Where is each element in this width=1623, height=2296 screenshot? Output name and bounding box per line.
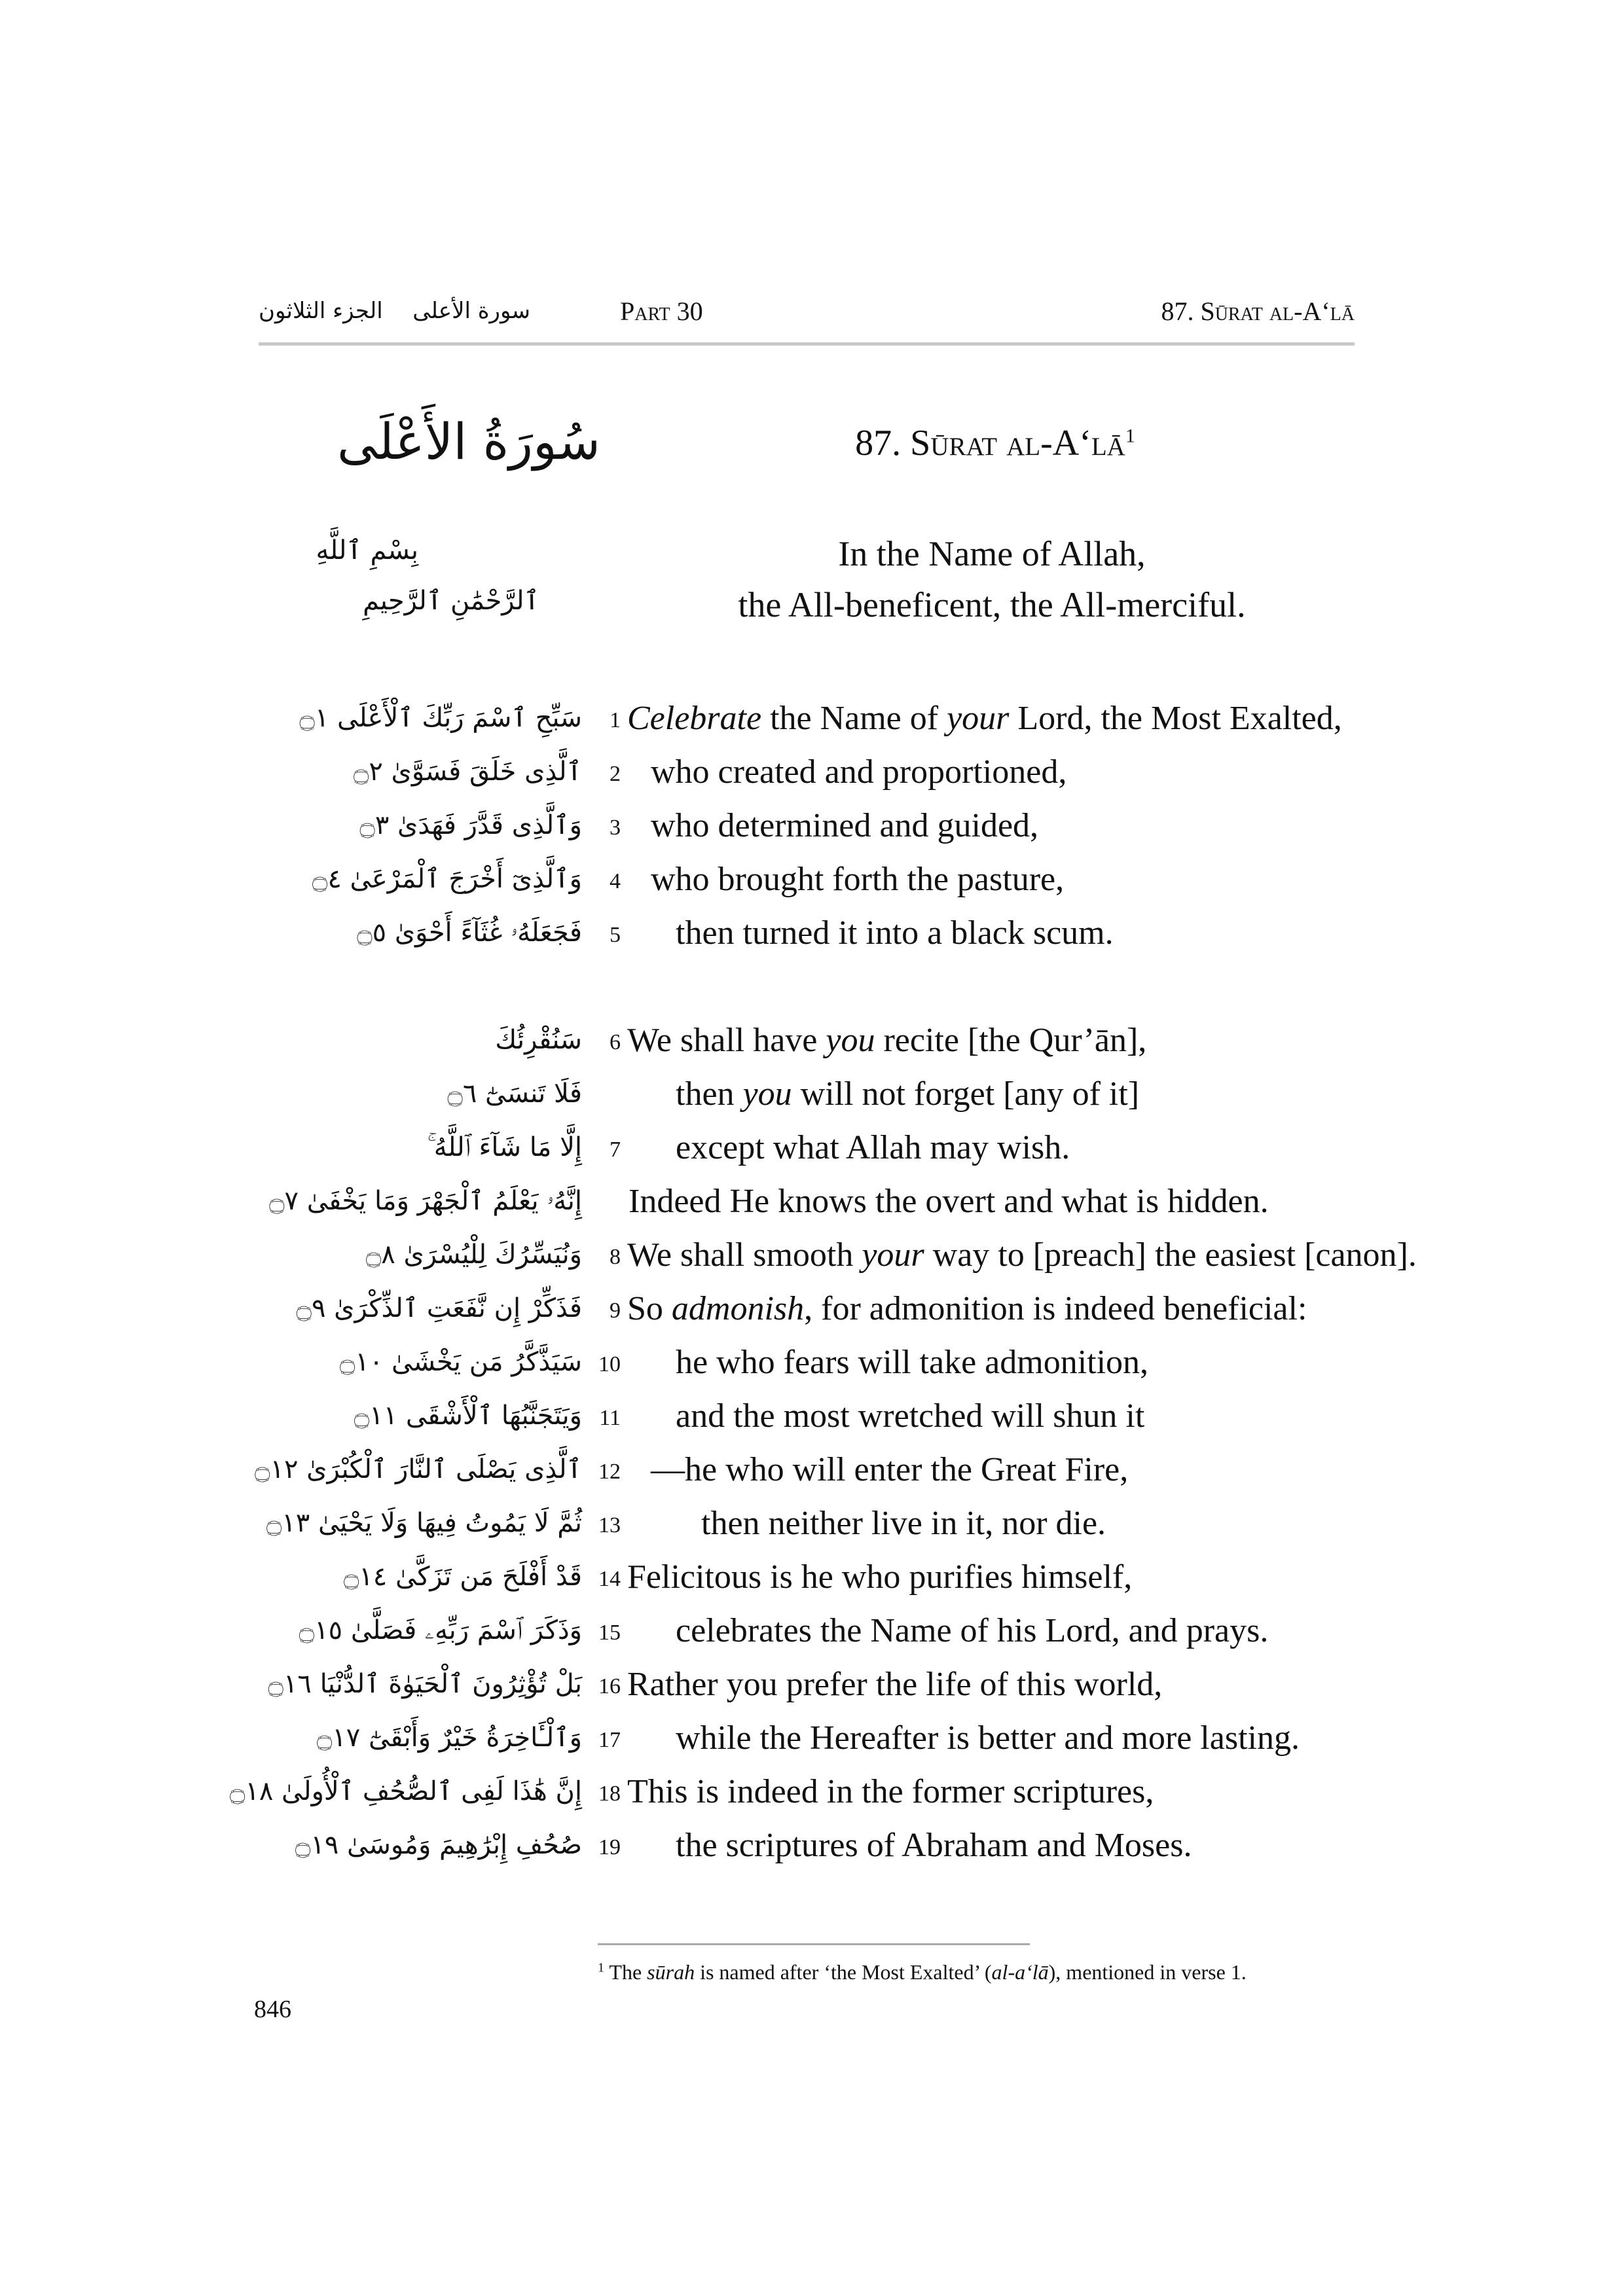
verse-row (0, 1075, 1623, 1127)
footnote-number: 1 (598, 1960, 604, 1975)
footnote-text: The (609, 1960, 647, 1984)
verse-text: you (826, 1022, 875, 1059)
verse-text: except what Allah may wish. (676, 1129, 1070, 1166)
verse-text: Rather you prefer the life of this world, (627, 1666, 1163, 1703)
verse-text: the scriptures of Abraham and Moses. (676, 1827, 1192, 1864)
verse-text: the Name of (761, 700, 947, 737)
verse-text: then turned it into a black scum. (676, 914, 1114, 952)
footnote-ref[interactable]: 1 (1125, 425, 1135, 447)
verse-text: admonish (671, 1290, 805, 1327)
verse-row (0, 1558, 1623, 1610)
verse-text: , for admonition is indeed beneficial: (804, 1290, 1307, 1327)
verse-row (0, 1397, 1623, 1449)
verse-row (0, 1182, 1623, 1234)
verse-english (651, 1450, 1128, 1489)
verse-text: and the most wretched will shun it (676, 1397, 1145, 1435)
verse-text: —he who will enter the Great Fire, (651, 1451, 1129, 1488)
verse-row (0, 753, 1623, 805)
verse-row (0, 860, 1623, 912)
verse-arabic: قَدْ أَفْلَحَ مَن تَزَكَّىٰ ۝١٤ (343, 1562, 582, 1592)
verse-arabic: وَٱلْـَٔاخِرَةُ خَيْرٌ وَأَبْقَىٰٓ ۝١٧ (316, 1723, 582, 1753)
verse-english (676, 1397, 1144, 1435)
header-surah: 87. Sūrat al-A‘lā (1161, 296, 1355, 326)
verse-text: Indeed He knows the overt and what is hidden. (629, 1183, 1269, 1220)
verse-text: your (862, 1236, 924, 1274)
verse-english (627, 1289, 1307, 1328)
verse-row (0, 1719, 1623, 1771)
verse-english (701, 1504, 1106, 1543)
verse-row (0, 1450, 1623, 1503)
verse-number: 10 (598, 1352, 621, 1376)
verse-english (676, 1128, 1070, 1167)
verse-arabic: وَٱلَّذِى قَدَّرَ فَهَدَىٰ ۝٣ (359, 810, 582, 840)
verse-number: 6 (610, 1030, 621, 1054)
verse-arabic: ٱلَّذِى يَصْلَى ٱلنَّارَ ٱلْكُبْرَىٰ ۝١٢ (255, 1454, 582, 1484)
verse-text: Lord, the Most Exalted, (1009, 700, 1342, 737)
verse-english (627, 699, 1342, 738)
verse-english (676, 1343, 1148, 1382)
verse-arabic: سَيَذَّكَّرُ مَن يَخْشَىٰ ۝١٠ (339, 1347, 582, 1377)
verse-arabic: فَلَا تَنسَىٰٓ ۝٦ (447, 1079, 582, 1109)
footnote (598, 1960, 1247, 1984)
verse-row (0, 1504, 1623, 1556)
basmala-english-2: the All-beneficent, the All-merciful. (738, 585, 1246, 624)
verse-number: 16 (598, 1674, 621, 1698)
verse-row (0, 699, 1623, 751)
verse-number: 2 (610, 762, 621, 786)
verse-row (0, 1772, 1623, 1825)
surah-title (720, 422, 1270, 464)
header-arabic-surah: سورة الأعلى (412, 298, 530, 324)
verse-text: your (947, 700, 1010, 737)
verse-text: you (742, 1075, 792, 1113)
basmala-arabic-2: ٱلرَّحْمَٰنِ ٱلرَّحِيمِ (363, 586, 539, 616)
verse-row (0, 1826, 1623, 1878)
verse-arabic: إِنَّهُۥ يَعْلَمُ ٱلْجَهْرَ وَمَا يَخْفَىٰ ۝٧ (269, 1186, 582, 1216)
verse-row (0, 1611, 1623, 1664)
verse-number: 12 (598, 1460, 621, 1484)
basmala-arabic-1: بِسْمِ ٱللَّهِ (316, 535, 418, 565)
verse-text: who brought forth the pasture, (651, 861, 1065, 898)
verse-english (676, 1611, 1268, 1650)
surah-title-arabic: سُورَةُ الأَعْلَى (337, 412, 600, 471)
verse-number: 3 (610, 816, 621, 840)
verse-english (651, 860, 1064, 899)
verse-english (627, 1558, 1132, 1596)
verse-arabic: إِنَّ هَٰذَا لَفِى ٱلصُّحُفِ ٱلْأُولَىٰ ۝١٨ (229, 1776, 582, 1806)
verse-english (676, 1826, 1192, 1865)
verse-text: Celebrate (627, 700, 762, 737)
verse-row (0, 1289, 1623, 1342)
verse-english (627, 1236, 1417, 1274)
verse-arabic: سَنُقْرِئُكَ (495, 1025, 582, 1055)
verse-text: We shall smooth (627, 1236, 862, 1274)
verse-number: 8 (610, 1245, 621, 1269)
verse-text: while the Hereafter is better and more lasting. (676, 1719, 1300, 1757)
verse-text: then (676, 1075, 743, 1113)
verse-row (0, 914, 1623, 966)
verse-text: celebrates the Name of his Lord, and prays. (676, 1612, 1269, 1649)
verse-text: We shall have (627, 1022, 826, 1059)
verse-arabic: بَلْ تُؤْثِرُونَ ٱلْحَيَوٰةَ ٱلدُّنْيَا ۝١٦ (268, 1669, 582, 1699)
verse-english (651, 753, 1067, 791)
verse-english (627, 1665, 1162, 1704)
verse-number: 19 (598, 1835, 621, 1859)
verse-english (627, 1021, 1146, 1060)
header-rule-right (620, 342, 1355, 346)
verse-english (651, 806, 1038, 845)
verse-text: way to [preach] the easiest [canon]. (924, 1236, 1417, 1274)
verse-row (0, 1665, 1623, 1717)
verse-english (627, 1772, 1154, 1811)
verse-text: who determined and guided, (651, 807, 1039, 844)
verse-arabic: وَنُيَسِّرُكَ لِلْيُسْرَىٰ ۝٨ (365, 1240, 582, 1270)
verse-number: 4 (610, 869, 621, 893)
verse-english (676, 1075, 1139, 1113)
verse-number: 1 (610, 708, 621, 732)
verse-text: will not forget [any of it] (792, 1075, 1140, 1113)
verse-arabic: إِلَّا مَا شَآءَ ٱللَّهُ ۚ (427, 1132, 582, 1162)
verse-english (676, 914, 1114, 952)
verse-row (0, 1236, 1623, 1288)
verse-arabic: وَٱلَّذِىٓ أَخْرَجَ ٱلْمَرْعَىٰ ۝٤ (312, 864, 582, 894)
verse-number: 13 (598, 1513, 621, 1537)
footnote-text: is named after ‘the Most Exalted’ ( (695, 1960, 992, 1984)
header-part: Part 30 (620, 296, 703, 326)
verse-row (0, 1343, 1623, 1395)
verse-english (676, 1719, 1300, 1757)
verse-number: 7 (610, 1138, 621, 1162)
footnote-italic: al-a‘lā (991, 1960, 1049, 1984)
verse-arabic: وَذَكَرَ ٱسْمَ رَبِّهِۦ فَصَلَّىٰ ۝١٥ (299, 1615, 582, 1645)
verse-arabic: فَجَعَلَهُۥ غُثَآءً أَحْوَىٰ ۝٥ (357, 918, 582, 948)
verse-english (629, 1182, 1269, 1221)
verse-number: 15 (598, 1621, 621, 1645)
verse-text: he who fears will take admonition, (676, 1344, 1149, 1381)
verse-row (0, 1021, 1623, 1073)
verse-row (0, 806, 1623, 859)
verse-number: 9 (610, 1299, 621, 1323)
verse-arabic: سَبِّحِ ٱسْمَ رَبِّكَ ٱلْأَعْلَى ۝١ (299, 703, 582, 733)
verse-text: recite [the Qur’ān], (875, 1022, 1147, 1059)
verse-number: 14 (598, 1567, 621, 1591)
surah-title-text: 87. Sūrat al-A‘lā (855, 423, 1125, 463)
page-number: 846 (254, 1996, 291, 2023)
verse-arabic: وَيَتَجَنَّبُهَا ٱلْأَشْقَى ۝١١ (354, 1401, 582, 1431)
verse-text: This is indeed in the former scriptures, (627, 1773, 1154, 1810)
verse-number: 18 (598, 1782, 621, 1806)
verse-arabic: ثُمَّ لَا يَمُوتُ فِيهَا وَلَا يَحْيَىٰ ۝١٣ (266, 1508, 582, 1538)
footnote-italic: sūrah (647, 1960, 695, 1984)
verse-text: who created and proportioned, (651, 753, 1067, 791)
basmala-english-1: In the Name of Allah, (838, 534, 1146, 573)
verse-arabic: فَذَكِّرْ إِن نَّفَعَتِ ٱلذِّكْرَىٰ ۝٩ (296, 1293, 582, 1323)
verse-number: 11 (599, 1406, 621, 1430)
verse-text: then neither live in it, nor die. (701, 1505, 1106, 1542)
footnote-rule (598, 1943, 1030, 1945)
verse-number: 17 (598, 1728, 621, 1752)
footnote-text: ), mentioned in verse 1. (1048, 1960, 1247, 1984)
verse-text: So (627, 1290, 672, 1327)
header-arabic-part: الجزء الثلاثون (259, 298, 383, 324)
verse-arabic: صُحُفِ إِبْرَٰهِيمَ وَمُوسَىٰ ۝١٩ (295, 1830, 582, 1860)
verse-row (0, 1128, 1623, 1181)
verse-number: 5 (610, 923, 621, 947)
verse-arabic: ٱلَّذِى خَلَقَ فَسَوَّىٰ ۝٢ (353, 757, 582, 787)
verse-text: Felicitous is he who purifies himself, (627, 1558, 1133, 1596)
